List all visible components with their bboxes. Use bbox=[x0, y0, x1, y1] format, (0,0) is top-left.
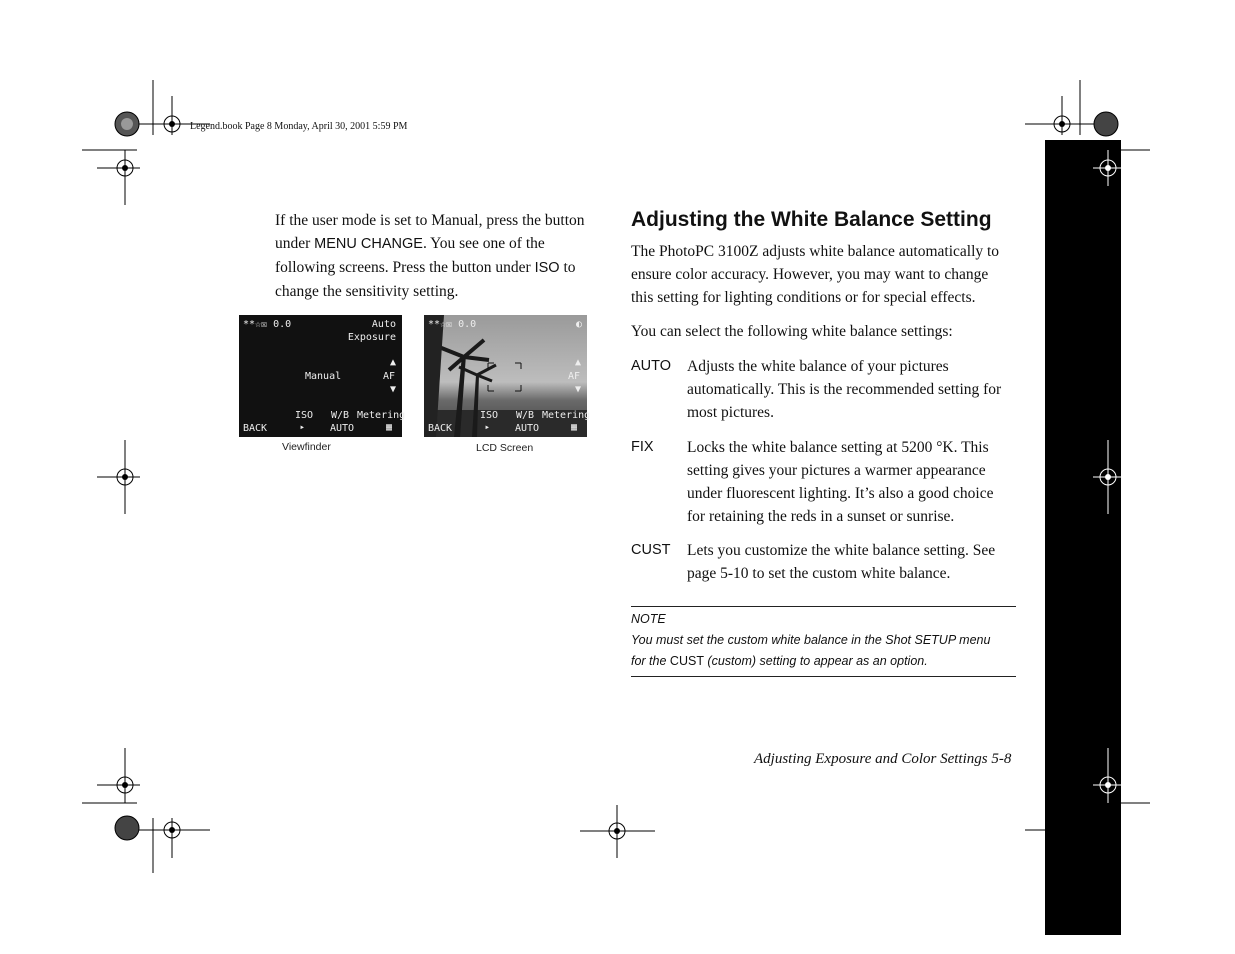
wb-value: AUTO bbox=[330, 423, 355, 434]
left-paragraph bbox=[275, 209, 605, 303]
metering-label: Metering bbox=[357, 410, 406, 421]
left-line-1: If the user mode is set to Manual, press the button bbox=[275, 212, 585, 229]
viewfinder-caption: Viewfinder bbox=[282, 441, 331, 453]
def-text-cust: Lets you customize the white balance setting. See page 5-10 to set the custom white balance. bbox=[687, 542, 996, 582]
book-header: Legend.book Page 8 Monday, April 30, 2001 5:59 PM bbox=[190, 121, 408, 132]
viewfinder-screen bbox=[239, 315, 406, 437]
note-box bbox=[631, 606, 1016, 677]
select-line: You can select the following white balance settings: bbox=[631, 323, 953, 340]
af-label: AF bbox=[567, 371, 580, 382]
back-label: BACK bbox=[243, 423, 268, 434]
lcd-caption: LCD Screen bbox=[476, 442, 534, 454]
note-line-2: for the CUST (custom) setting to appear as an option. bbox=[631, 654, 928, 668]
back-label: BACK bbox=[428, 423, 453, 434]
left-line-3: following screens. Press the button under ISO to bbox=[275, 259, 576, 276]
up-arrow-icon: ▲ bbox=[574, 357, 581, 368]
lcd-screen bbox=[424, 315, 591, 437]
up-arrow-icon: ▲ bbox=[389, 357, 396, 368]
menu-change-key: MENU CHANGE bbox=[314, 236, 423, 252]
intro-line-3: this setting for lighting conditions or for special effects. bbox=[631, 289, 976, 306]
metering-label: Metering bbox=[542, 410, 591, 421]
iso-key: ISO bbox=[534, 260, 560, 276]
wb-label: W/B bbox=[331, 410, 350, 421]
down-arrow-icon: ▼ bbox=[389, 384, 396, 395]
page-footer: Adjusting Exposure and Color Settings 5-8 bbox=[754, 751, 1012, 767]
left-line-2: under MENU CHANGE. You see one of the bbox=[275, 235, 545, 252]
def-text-auto: Adjusts the white balance of your pictures automatically. This is the recommended setting for most pictures. bbox=[687, 358, 1002, 421]
def-text-fix: Locks the white balance setting at 5200 °K. This setting gives your pictures a warmer appearance under fluorescent lighting. It’s also a good choice for retaining the reds in a sunset or sunrise. bbox=[687, 439, 994, 525]
right-arrow-icon: ‣ bbox=[484, 423, 491, 434]
tab-registration-marks bbox=[1045, 140, 1155, 935]
status-icons: **☆☒ 0.0 bbox=[243, 319, 292, 330]
note-label: NOTE bbox=[631, 612, 666, 626]
mode-exposure: Exposure bbox=[347, 332, 396, 343]
wb-label: W/B bbox=[516, 410, 535, 421]
cust-key: CUST bbox=[669, 654, 704, 668]
intro-line-1: The PhotoPC 3100Z adjusts white balance automatically to bbox=[631, 243, 1000, 260]
iso-label: ISO bbox=[480, 410, 499, 421]
grid-icon: ▦ bbox=[571, 422, 578, 433]
note-line-1: You must set the custom white balance in the Shot SETUP menu bbox=[631, 633, 991, 647]
wb-value: AUTO bbox=[515, 423, 540, 434]
intro-line-2: ensure color accuracy. However, you may want to change bbox=[631, 266, 989, 283]
def-term-fix: FIX bbox=[631, 439, 654, 455]
manual-label: Manual bbox=[305, 371, 342, 382]
mode-auto: Auto bbox=[371, 319, 396, 330]
playback-icon: ◐ bbox=[575, 319, 582, 330]
def-term-cust: CUST bbox=[631, 542, 671, 558]
grid-icon: ▦ bbox=[386, 422, 393, 433]
left-line-4: change the sensitivity setting. bbox=[275, 283, 459, 300]
af-label: AF bbox=[382, 371, 395, 382]
intro-paragraph bbox=[631, 240, 1031, 309]
section-title: Adjusting the White Balance Setting bbox=[631, 208, 992, 231]
status-icons: **☆☒ 0.0 bbox=[428, 319, 477, 330]
iso-label: ISO bbox=[295, 410, 314, 421]
def-term-auto: AUTO bbox=[631, 358, 672, 374]
down-arrow-icon: ▼ bbox=[574, 384, 581, 395]
right-arrow-icon: ‣ bbox=[299, 423, 306, 434]
